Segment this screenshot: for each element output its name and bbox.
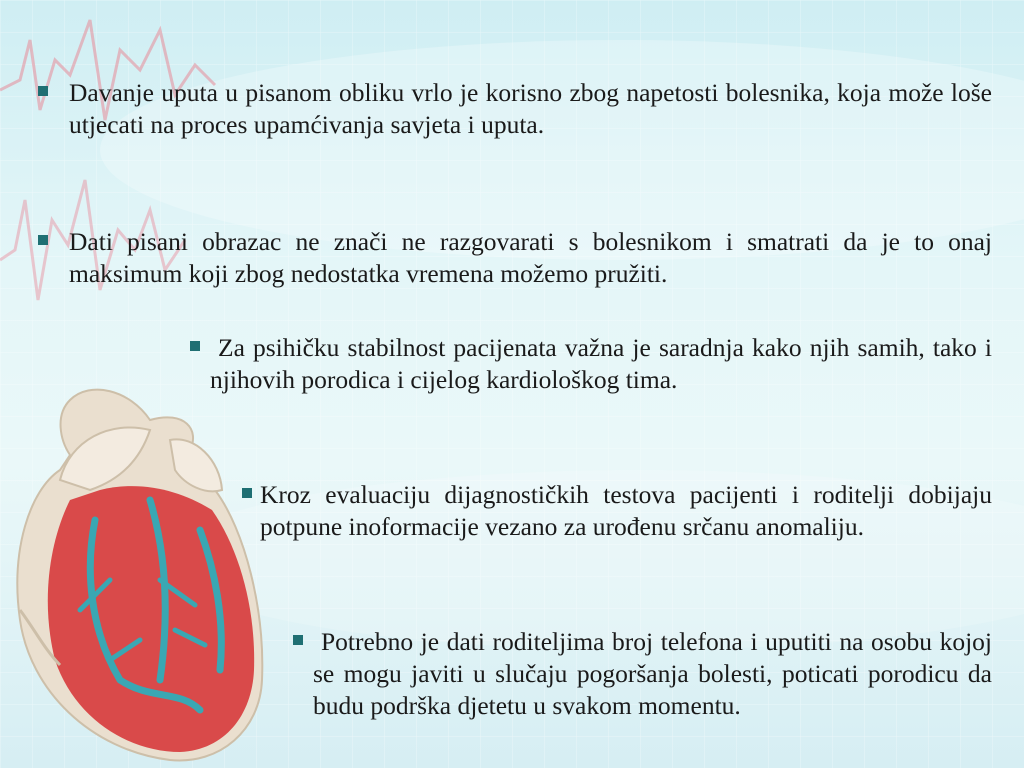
bullet-marker-icon bbox=[242, 488, 252, 498]
bullet-text-1: Davanje uputa u pisanom obliku vrlo je korisno zbog napetosti bolesnika, koja može loše utjecati na proces upamćivanja savjeta i uputa. bbox=[69, 78, 992, 139]
bullet-marker-icon bbox=[38, 86, 48, 96]
bullet-marker-icon bbox=[293, 635, 303, 645]
heart-illustration bbox=[0, 380, 270, 768]
bullet-text-5: Potrebno je dati roditeljima broj telefona i uputiti na osobu kojoj se mogu javiti u slučaju pogoršanja bolesti, poticati porodicu da budu podrška djetetu u svakom momentu. bbox=[313, 627, 992, 720]
bullet-text-4: Kroz evaluaciju dijagnostičkih testova pacijenti i roditelji dobijaju potpune inoformacije vezano za urođenu srčanu anomaliju. bbox=[260, 480, 992, 541]
bullet-text-3: Za psihičku stabilnost pacijenata važna je saradnja kako njih samih, tako i njihovih porodica i cijelog kardiološkog tima. bbox=[210, 333, 992, 394]
bullet-marker-icon bbox=[38, 235, 48, 245]
bullet-text-2: Dati pisani obrazac ne znači ne razgovarati s bolesnikom i smatrati da je to onaj maksimum koji zbog nedostatka vremena možemo pružiti. bbox=[69, 227, 992, 288]
bullet-marker-icon bbox=[190, 341, 200, 351]
